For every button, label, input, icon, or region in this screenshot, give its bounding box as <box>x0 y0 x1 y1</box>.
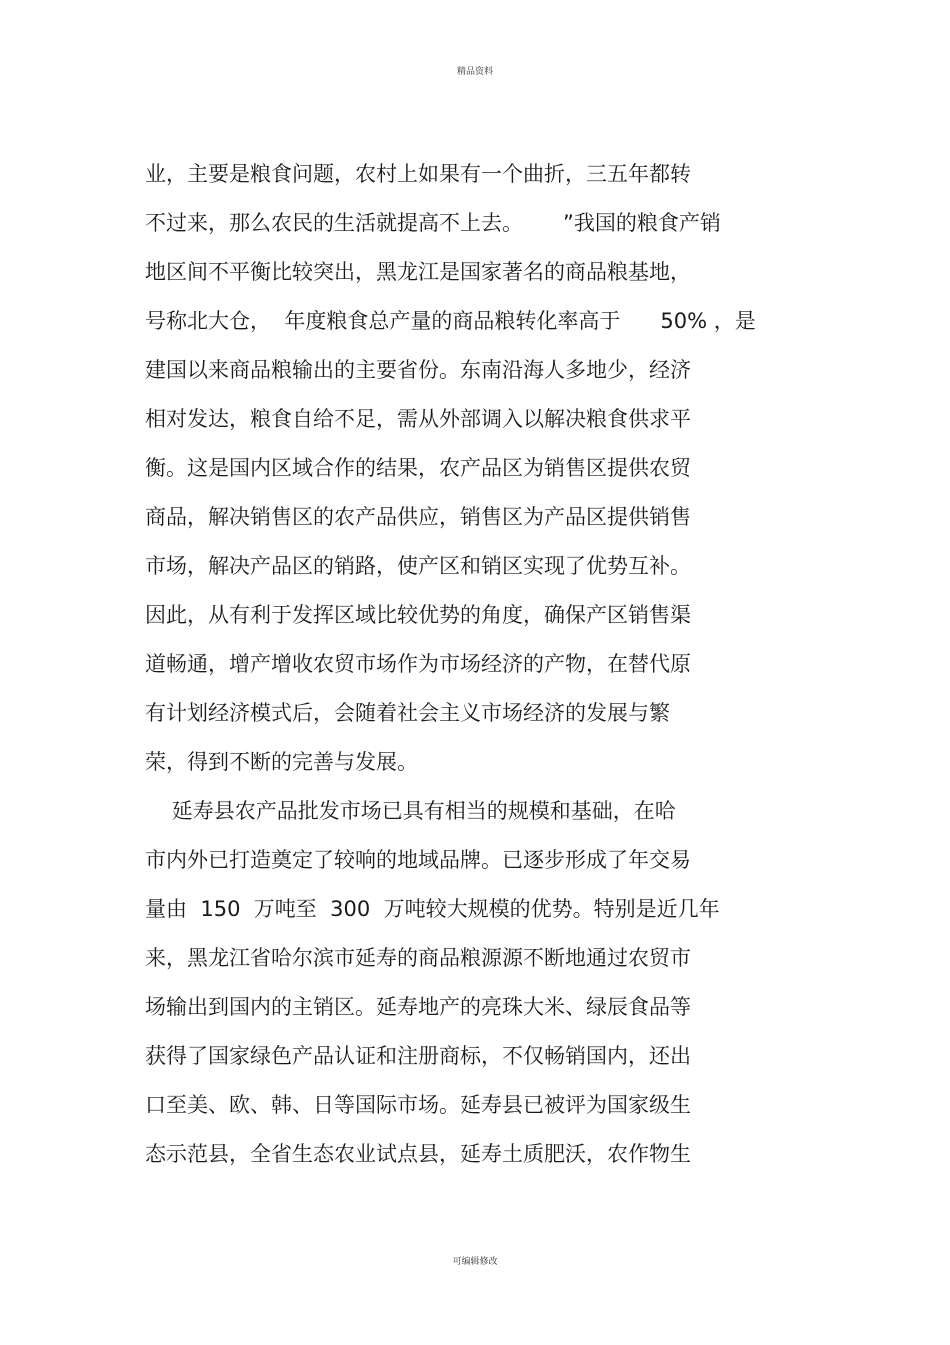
text-line: 来，黑龙江省哈尔滨市延寿的商品粮源源不断地通过农贸市 <box>145 946 691 970</box>
text-line: 口至美、欧、韩、日等国际市场。延寿县已被评为国家级生 <box>145 1093 691 1117</box>
text-line: 因此，从有利于发挥区域比较优势的角度，确保产区销售渠 <box>145 603 691 627</box>
text-line: 不过来，那么农民的生活就提高不上去。 ”我国的粮食产销 <box>145 211 721 235</box>
text-line: 场输出到国内的主销区。延寿地产的亮珠大米、绿辰食品等 <box>145 995 691 1019</box>
text-line: 衡。这是国内区域合作的结果，农产品区为销售区提供农贸 <box>145 456 691 480</box>
text-line: 获得了国家绿色产品认证和注册商标，不仅畅销国内，还出 <box>145 1044 691 1068</box>
text-line: 道畅通，增产增收农贸市场作为市场经济的产物，在替代原 <box>145 652 691 676</box>
text-line: 量由 150 万吨至 300 万吨较大规模的优势。特别是近几年 <box>145 897 720 921</box>
document-body <box>145 155 845 1184</box>
text-line: 号称北大仓， 年度粮食总产量的商品粮转化率高于 50% ，是 <box>145 309 756 333</box>
text-line: 商品，解决销售区的农产品供应，销售区为产品区提供销售 <box>145 505 691 529</box>
text-line: 态示范县，全省生态农业试点县，延寿土质肥沃，农作物生 <box>145 1142 691 1166</box>
page-footer-note: 可编辑修改 <box>452 1257 498 1267</box>
page-header-note: 精品资料 <box>456 67 493 77</box>
text-line: 建国以来商品粮输出的主要省份。东南沿海人多地少，经济 <box>145 358 691 382</box>
text-line: 有计划经济模式后，会随着社会主义市场经济的发展与繁 <box>145 701 670 725</box>
text-line: 相对发达，粮食自给不足，需从外部调入以解决粮食供求平 <box>145 407 691 431</box>
text-line: 地区间不平衡比较突出，黑龙江是国家著名的商品粮基地， <box>145 260 691 284</box>
text-line: 荣，得到不断的完善与发展。 <box>145 750 418 774</box>
text-line: 市内外已打造奠定了较响的地域品牌。已逐步形成了年交易 <box>145 848 691 872</box>
text-line: 业，主要是粮食问题，农村上如果有一个曲折，三五年都转 <box>145 162 691 186</box>
text-line: 市场，解决产品区的销路，使产区和销区实现了优势互补。 <box>145 554 691 578</box>
paragraph-start-line: 延寿县农产品批发市场已具有相当的规模和基础，在哈 <box>145 799 676 823</box>
